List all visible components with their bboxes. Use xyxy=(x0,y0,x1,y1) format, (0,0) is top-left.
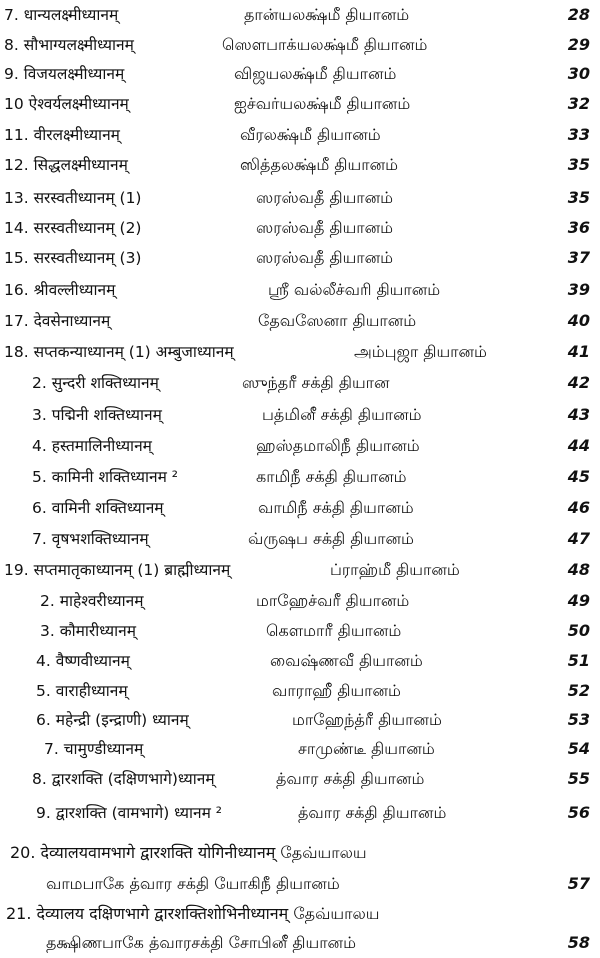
page-number: 46 xyxy=(567,498,590,517)
list-item xyxy=(0,586,600,616)
list-item xyxy=(0,400,600,430)
page-number: 54 xyxy=(567,739,590,758)
list-item xyxy=(0,368,600,398)
sanskrit-title: 16. श्रीवल्लीध्यानम् xyxy=(4,281,116,299)
sanskrit-title: 7. धान्यलक्ष्मीध्यानम् xyxy=(4,6,119,24)
page-number: 30 xyxy=(567,64,590,83)
tamil-title: ஐச்வர்யலக்ஷ்மீ தியானம் xyxy=(234,94,411,113)
tamil-title: ஸரஸ்வதீ தியானம் xyxy=(256,248,394,267)
sanskrit-title: 10 ऐश्वर्यलक्ष्मीध्यानम् xyxy=(4,95,129,113)
list-item xyxy=(0,306,600,336)
sanskrit-title: 14. सरस्वतीध्यानम् (2) xyxy=(4,219,142,237)
sanskrit-title: 2. सुन्दरी शक्तिध्यानम् xyxy=(32,374,159,392)
sanskrit-title: 8. द्वारशक्ति (दक्षिणभागे)ध्यानम् xyxy=(32,770,215,788)
sanskrit-title: 9. द्वारशक्ति (वामभागे) ध्यानम ² xyxy=(36,804,223,822)
tamil-title: விஜயலக்ஷ்மீ தியானம் xyxy=(234,64,397,83)
tamil-title: காமிநீ சக்தி தியானம் xyxy=(256,467,407,486)
sanskrit-title: 3. कौमारीध्यानम् xyxy=(40,622,136,640)
entry-line-1: 21. देव्यालय दक्षिणभागे द्वारशक्तिशोभिनीध्यानम् தேவ்யாலய xyxy=(6,904,380,923)
page-number: 39 xyxy=(567,280,590,299)
sanskrit-title: 17. देवसेनाध्यानम् xyxy=(4,312,111,330)
entry-line-1: 20. देव्यालयवामभागे द्वारशक्ति योगिनीध्यानम् தேவ்யாலய xyxy=(10,843,367,862)
tamil-title: வீரலக்ஷ்மீ தியானம் xyxy=(240,125,381,144)
tamil-title: ஸ்ரீ வல்லீச்வரி தியானம் xyxy=(268,280,441,299)
tamil-title: த்வார சக்தி தியானம் xyxy=(276,769,425,788)
sanskrit-title: 15. सरस्वतीध्यानम् (3) xyxy=(4,249,142,267)
page-number: 41 xyxy=(567,342,590,361)
tamil-title: ப்ராஹ்மீ தியானம் xyxy=(330,560,460,579)
sanskrit-title: 6. महेन्द्री (इन्द्राणी) ध्यानम् xyxy=(36,711,189,729)
page-number: 29 xyxy=(567,35,590,54)
page-number: 28 xyxy=(567,5,590,24)
list-item xyxy=(0,616,600,646)
tamil-title: ஸரஸ்வதீ தியானம் xyxy=(256,218,394,237)
page-number: 36 xyxy=(567,218,590,237)
page-number: 42 xyxy=(567,373,590,392)
tamil-title: சாமுண்டீ தியானம் xyxy=(298,739,435,758)
page-number: 56 xyxy=(567,803,590,822)
page-number: 47 xyxy=(567,529,590,548)
list-item xyxy=(0,120,600,150)
list-item xyxy=(0,493,600,523)
sanskrit-title: 11. वीरलक्ष्मीध्यानम् xyxy=(4,126,120,144)
list-item xyxy=(0,734,600,764)
list-item xyxy=(0,524,600,554)
entry-line-2: தக்ஷிணபாகே த்வாரசக்தி சோபினீ தியானம் xyxy=(46,933,356,952)
sanskrit-title: 8. सौभाग्यलक्ष्मीध्यानम् xyxy=(4,36,134,54)
page-number: 32 xyxy=(567,94,590,113)
list-item xyxy=(0,0,600,30)
page-number: 55 xyxy=(567,769,590,788)
list-item-multiline-cont xyxy=(0,869,600,899)
sanskrit-title: 7. वृषभशक्तिध्यानम् xyxy=(32,530,149,548)
page-number: 45 xyxy=(567,467,590,486)
sanskrit-title: 4. हस्तमालिनीध्यानम् xyxy=(32,437,152,455)
page-number: 53 xyxy=(567,710,590,729)
list-item-multiline-cont xyxy=(0,928,600,958)
page-number: 49 xyxy=(567,591,590,610)
list-item xyxy=(0,798,600,828)
sanskrit-title: 7. चामुण्डीध्यानम् xyxy=(44,740,144,758)
list-item xyxy=(0,30,600,60)
tamil-title: தேவஸேனா தியானம் xyxy=(258,311,417,330)
page-number: 58 xyxy=(567,933,590,952)
tamil-title: வ்ருஷப சக்தி தியானம் xyxy=(248,529,414,548)
tamil-title: ஸௌபாக்யலக்ஷ்மீ தியானம் xyxy=(222,35,428,54)
list-item xyxy=(0,462,600,492)
page-number: 40 xyxy=(567,311,590,330)
list-item xyxy=(0,555,600,585)
list-item xyxy=(0,275,600,305)
tamil-title: வாமிநீ சக்தி தியானம் xyxy=(258,498,414,517)
entry-line-2: வாமபாகே த்வார சக்தி யோகிநீ தியானம் xyxy=(46,874,340,893)
list-item xyxy=(0,764,600,794)
sanskrit-title: 6. वामिनी शक्तिध्यानम् xyxy=(32,499,164,517)
sanskrit-title: 9. विजयलक्ष्मीध्यानम् xyxy=(4,65,125,83)
tamil-title: ஸரஸ்வதீ தியானம் xyxy=(256,188,394,207)
sanskrit-title: 5. कामिनी शक्तिध्यानम ² xyxy=(32,468,179,486)
list-item xyxy=(0,59,600,89)
sanskrit-title: 13. सरस्वतीध्यानम् (1) xyxy=(4,189,142,207)
list-item-multiline xyxy=(0,899,600,929)
page-number: 57 xyxy=(567,874,590,893)
page-number: 52 xyxy=(567,681,590,700)
tamil-title: மாஹேச்வரீ தியானம் xyxy=(256,591,410,610)
list-item xyxy=(0,213,600,243)
tamil-title: வைஷ்ணவீ தியானம் xyxy=(270,651,423,670)
sanskrit-title: 12. सिद्धलक्ष्मीध्यानम् xyxy=(4,156,128,174)
tamil-title: த்வார சக்தி தியானம் xyxy=(298,803,447,822)
list-item xyxy=(0,150,600,180)
sanskrit-title: 3. पद्मिनी शक्तिध्यानम् xyxy=(32,406,162,424)
page-number: 33 xyxy=(567,125,590,144)
page-number: 51 xyxy=(567,651,590,670)
page-number: 37 xyxy=(567,248,590,267)
tamil-title: தான்யலக்ஷ்மீ தியானம் xyxy=(244,5,410,24)
tamil-title: வாராஹீ தியானம் xyxy=(272,681,401,700)
page-number: 48 xyxy=(567,560,590,579)
list-item xyxy=(0,183,600,213)
page-number: 44 xyxy=(567,436,590,455)
page-number: 43 xyxy=(567,405,590,424)
tamil-title: ஹஸ்தமாலிநீ தியானம் xyxy=(256,436,420,455)
sanskrit-title: 18. सप्तकन्याध्यानम् (1) अम्बुजाध्यानम् xyxy=(4,343,234,361)
list-item xyxy=(0,337,600,367)
tamil-title: கௌமாரீ தியானம் xyxy=(266,621,402,640)
page-number: 35 xyxy=(567,155,590,174)
list-item xyxy=(0,646,600,676)
sanskrit-title: 4. वैष्णवीध्यानम् xyxy=(36,652,130,670)
page-number: 50 xyxy=(567,621,590,640)
tamil-title: மாஹேந்த்ரீ தியானம் xyxy=(292,710,442,729)
sanskrit-title: 19. सप्तमातृकाध्यानम् (1) ब्राह्मीध्यानम् xyxy=(4,561,231,579)
list-item xyxy=(0,676,600,706)
list-item-multiline xyxy=(0,838,600,868)
sanskrit-title: 5. वाराहीध्यानम् xyxy=(36,682,128,700)
tamil-title: ஸுந்தரீ சக்தி தியான xyxy=(242,373,390,392)
tamil-title: ஸித்தலக்ஷ்மீ தியானம் xyxy=(240,155,398,174)
tamil-title: பத்மினீ சக்தி தியானம் xyxy=(262,405,422,424)
list-item xyxy=(0,705,600,735)
sanskrit-title: 2. माहेश्वरीध्यानम् xyxy=(40,592,144,610)
list-item xyxy=(0,431,600,461)
list-item xyxy=(0,89,600,119)
list-item xyxy=(0,243,600,273)
page-number: 35 xyxy=(567,188,590,207)
tamil-title: அம்புஜா தியானம் xyxy=(354,342,487,361)
